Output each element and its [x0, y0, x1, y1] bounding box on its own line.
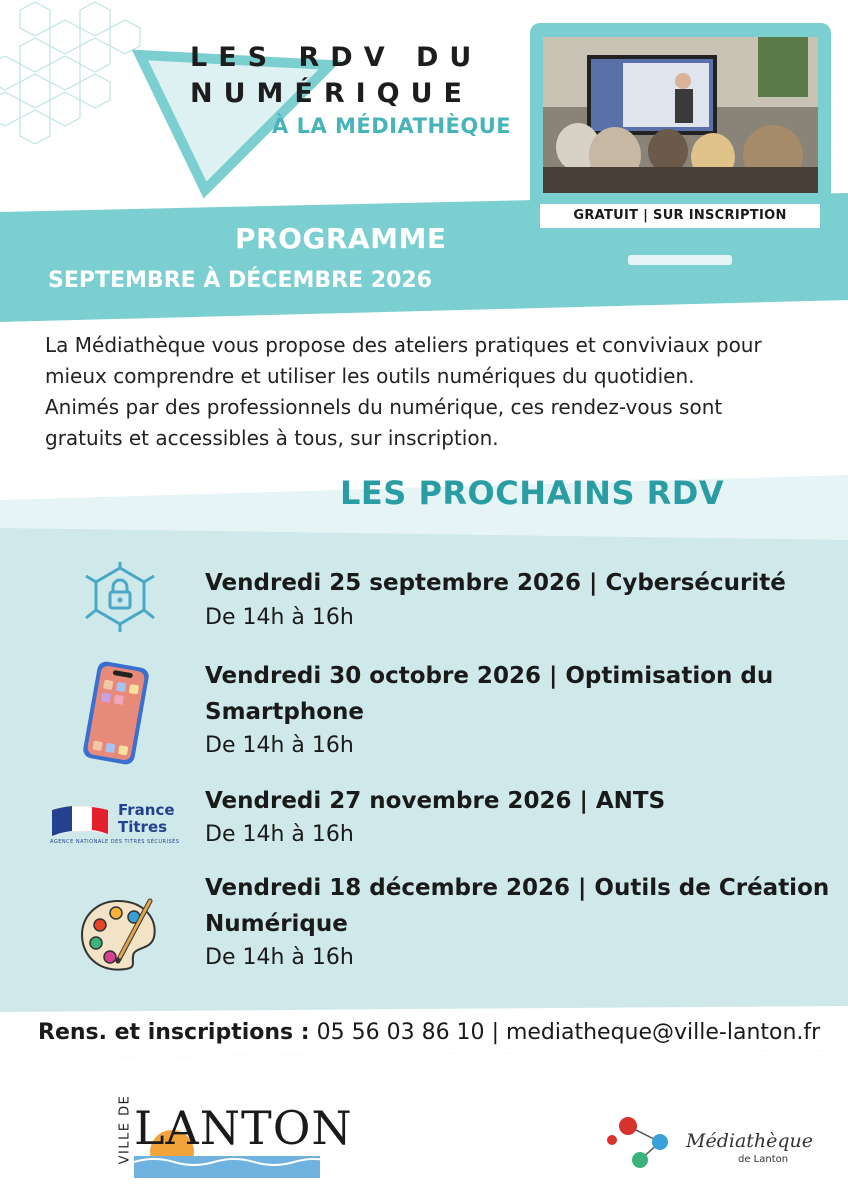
contact-email[interactable]: | mediatheque@ville-lanton.fr — [491, 1020, 821, 1045]
intro-line: Animés par des professionnels du numérique, ces rendez-vous sont — [45, 395, 723, 419]
event-time: De 14h à 16h — [205, 733, 354, 758]
mediatheque-logo — [600, 1112, 814, 1174]
event-title — [205, 565, 786, 601]
contact-label: Rens. et inscriptions : — [38, 1020, 310, 1045]
workshop-photo — [543, 37, 818, 193]
cybersecurity-icon — [82, 562, 158, 634]
programme-title: PROGRAMME — [235, 222, 447, 255]
intro-line: mieux comprendre et utiliser les outils numériques du quotidien. — [45, 364, 695, 388]
france-titres-logo — [48, 802, 178, 850]
mediatheque-name: Médiathèque — [686, 1130, 814, 1152]
event-title-line: Vendredi 30 octobre 2026 | Optimisation du — [205, 663, 774, 689]
event-title-line: Vendredi 25 septembre 2026 | Cybersécurité — [205, 570, 786, 596]
france-flag-icon — [48, 804, 114, 838]
title-line-1: LES RDV DU — [190, 42, 483, 73]
contact-line — [38, 1020, 820, 1045]
title-line-2: NUMÉRIQUE — [190, 78, 473, 109]
event-title-line: Smartphone — [205, 699, 365, 725]
event-time: De 14h à 16h — [205, 605, 354, 630]
event-title-line: Numérique — [205, 911, 348, 937]
event-title — [205, 658, 773, 730]
event-time: De 14h à 16h — [205, 822, 354, 847]
intro-paragraph — [45, 330, 825, 454]
event-time: De 14h à 16h — [205, 945, 354, 970]
lanton-name: LANTON — [134, 1101, 353, 1155]
event-title — [205, 870, 829, 942]
france-titres-line1: France — [118, 801, 175, 819]
event-title-line: Vendredi 27 novembre 2026 | ANTS — [205, 788, 666, 814]
photo-caption: GRATUIT | SUR INSCRIPTION — [540, 204, 820, 228]
section-title: LES PROCHAINS RDV — [340, 474, 725, 512]
intro-line: La Médiathèque vous propose des ateliers pratiques et conviviaux pour — [45, 333, 762, 357]
france-titres-tagline: AGENCE NATIONALE DES TITRES SÉCURISÉS — [50, 839, 180, 845]
subtitle: À LA MÉDIATHÈQUE — [272, 114, 512, 138]
lanton-prefix: VILLE DE — [117, 1094, 133, 1165]
lanton-logo — [112, 1092, 353, 1182]
contact-phone[interactable]: 05 56 03 86 10 — [316, 1020, 485, 1045]
event-title — [205, 783, 665, 819]
smartphone-icon — [80, 660, 152, 766]
palette-icon — [78, 895, 160, 973]
hexagon-pattern — [0, 2, 140, 144]
network-icon — [600, 1112, 680, 1172]
france-titres-line2: Titres — [118, 818, 168, 836]
mediatheque-sub: de Lanton — [738, 1154, 789, 1165]
intro-line: gratuits et accessibles à tous, sur inscription. — [45, 426, 499, 450]
event-title-line: Vendredi 18 décembre 2026 | Outils de Création — [205, 875, 830, 901]
waves-icon — [134, 1156, 320, 1178]
programme-period: SEPTEMBRE À DÉCEMBRE 2026 — [48, 268, 432, 293]
